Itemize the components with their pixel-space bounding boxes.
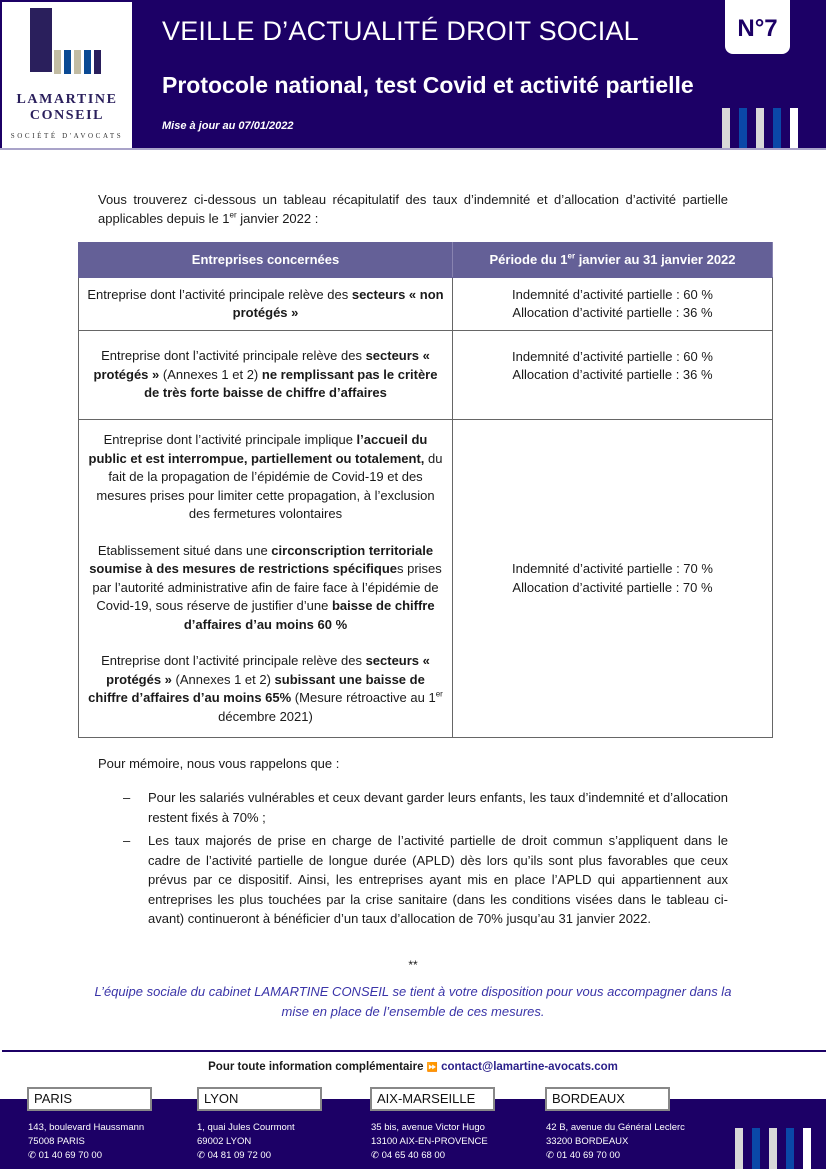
footer-decorative-stripes	[735, 1128, 811, 1169]
office-address-bordeaux: 42 B, avenue du Général Leclerc 33200 BORDEAUX ✆ 01 40 69 70 00	[546, 1122, 685, 1161]
table-header-row	[79, 243, 773, 278]
logo-name-line2: CONSEIL	[29, 108, 105, 123]
footer-divider	[2, 1050, 826, 1052]
closing-note: L’équipe sociale du cabinet LAMARTINE CONSEIL se tient à votre disposition pour vous accompagner dans la mise en place de l’ensemble de ces mesures.	[94, 984, 732, 1019]
logo-name-line1: LAMARTINE	[16, 92, 118, 107]
column-header-companies: Entreprises concernées	[79, 243, 453, 278]
row-condition: Entreprise dont l’activité principale relève des secteurs « protégés » (Annexes 1 et 2) ne remplissant pas le critère de très forte baisse de chiffre d’affaires	[79, 331, 453, 420]
contact-email-link[interactable]: contact@lamartine-avocats.com	[441, 1061, 618, 1073]
reminder-list	[123, 788, 728, 933]
phone-lyon: ✆ 04 81 09 72 00	[197, 1150, 271, 1161]
office-address-aix: 35 bis, avenue Victor Hugo 13100 AIX-EN-PROVENCE ✆ 04 65 40 68 00	[371, 1122, 488, 1161]
row-rates: Indemnité d’activité partielle : 70 % Allocation d’activité partielle : 70 %	[453, 420, 773, 738]
rates-table	[78, 242, 773, 738]
logo-bar-tall	[30, 8, 52, 72]
contact-line: Pour toute information complémentaire ⏩ contact@lamartine-avocats.com	[208, 1061, 618, 1073]
logo-bar	[54, 50, 61, 74]
memo-heading: Pour mémoire, nous vous rappelons que :	[98, 756, 340, 771]
page-title: Protocole national, test Covid et activité partielle	[162, 72, 694, 98]
row-condition: Entreprise dont l’activité principale implique l’accueil du public et est interrompue, partiellement ou totalement, du fait de la propagation de l’épidémie de Covid-19 et des mesures prises pour limiter cette propagation, à l’exclusion des fermetures volontaires Etablissement situé dans une circonscription territoriale soumise à des mesures de restrictions spécifiques prises par l’autorité administrative afin de faire face à l’épidémie de Covid-19, sous réserve de justifier d’une baisse de chiffre d’affaires d’au moins 60 % Entreprise dont l’activité principale relève des secteurs « protégés » (Annexes 1 et 2) subissant une baisse de chiffre d’affaires d’au moins 65% (Mesure rétroactive au 1er décembre 2021)	[79, 420, 453, 738]
separator-stars: **	[408, 958, 418, 972]
office-address-paris: 143, boulevard Haussmann 75008 PARIS ✆ 01 40 69 70 00	[28, 1122, 145, 1161]
column-header-period: Période du 1er janvier au 31 janvier 2022	[453, 243, 773, 278]
office-city-lyon: LYON	[197, 1087, 322, 1111]
logo-bar	[64, 50, 71, 74]
phone-bordeaux: ✆ 01 40 69 70 00	[546, 1150, 620, 1161]
phone-aix: ✆ 04 65 40 68 00	[371, 1150, 445, 1161]
logo-bar	[84, 50, 91, 74]
logo-tagline: SOCIÉTÉ D'AVOCATS	[10, 132, 124, 140]
office-city-paris: PARIS	[27, 1087, 152, 1111]
table-row	[79, 331, 773, 420]
header-band	[0, 0, 826, 150]
phone-paris: ✆ 01 40 69 70 00	[28, 1150, 102, 1161]
table-row	[79, 420, 773, 738]
logo-bar	[74, 50, 81, 74]
decorative-stripes	[722, 108, 798, 150]
row-rates: Indemnité d’activité partielle : 60 % Allocation d’activité partielle : 36 %	[453, 278, 773, 331]
row-rates: Indemnité d’activité partielle : 60 % Allocation d’activité partielle : 36 %	[453, 331, 773, 420]
office-city-bordeaux: BORDEAUX	[545, 1087, 670, 1111]
newsletter-title: VEILLE D’ACTUALITÉ DROIT SOCIAL	[162, 16, 639, 46]
intro-paragraph: Vous trouverez ci-dessous un tableau récapitulatif des taux d’indemnité et d’allocation d’activité partielle applicables depuis le 1er janvier 2022 :	[98, 192, 728, 226]
office-city-aix-marseille: AIX-MARSEILLE	[370, 1087, 495, 1111]
list-item: – Pour les salariés vulnérables et ceux devant garder leurs enfants, les taux d’indemnité et d’allocation restent fixés à 70% ;	[123, 790, 728, 825]
logo-bar	[94, 50, 101, 74]
header-border	[0, 148, 826, 150]
list-item: – Les taux majorés de prise en charge de l’activité partielle de droit commun s’appliquent dans le cadre de l’activité partielle de longue durée (APLD) dès lors qu’ils sont plus favorables que ceux prévus par ce dispositif. Ainsi, les entreprises ayant mis en place l’APLD qui appartiennent aux entreprises les plus touchées par la crise sanitaire (dans les conditions visées dans le tableau ci-avant) continueront à bénéficier d’un taux d’allocation de 70% jusqu’au 31 janvier 2022.	[123, 833, 728, 926]
table-row	[79, 278, 773, 331]
office-address-lyon: 1, quai Jules Courmont 69002 LYON ✆ 04 81 09 72 00	[197, 1122, 295, 1161]
company-logo	[2, 2, 132, 148]
row-condition: Entreprise dont l’activité principale relève des secteurs « non protégés »	[79, 278, 453, 331]
update-date: Mise à jour au 07/01/2022	[162, 120, 294, 132]
double-arrow-icon: ⏩	[426, 1062, 438, 1072]
issue-number-badge: N°7	[725, 0, 790, 54]
